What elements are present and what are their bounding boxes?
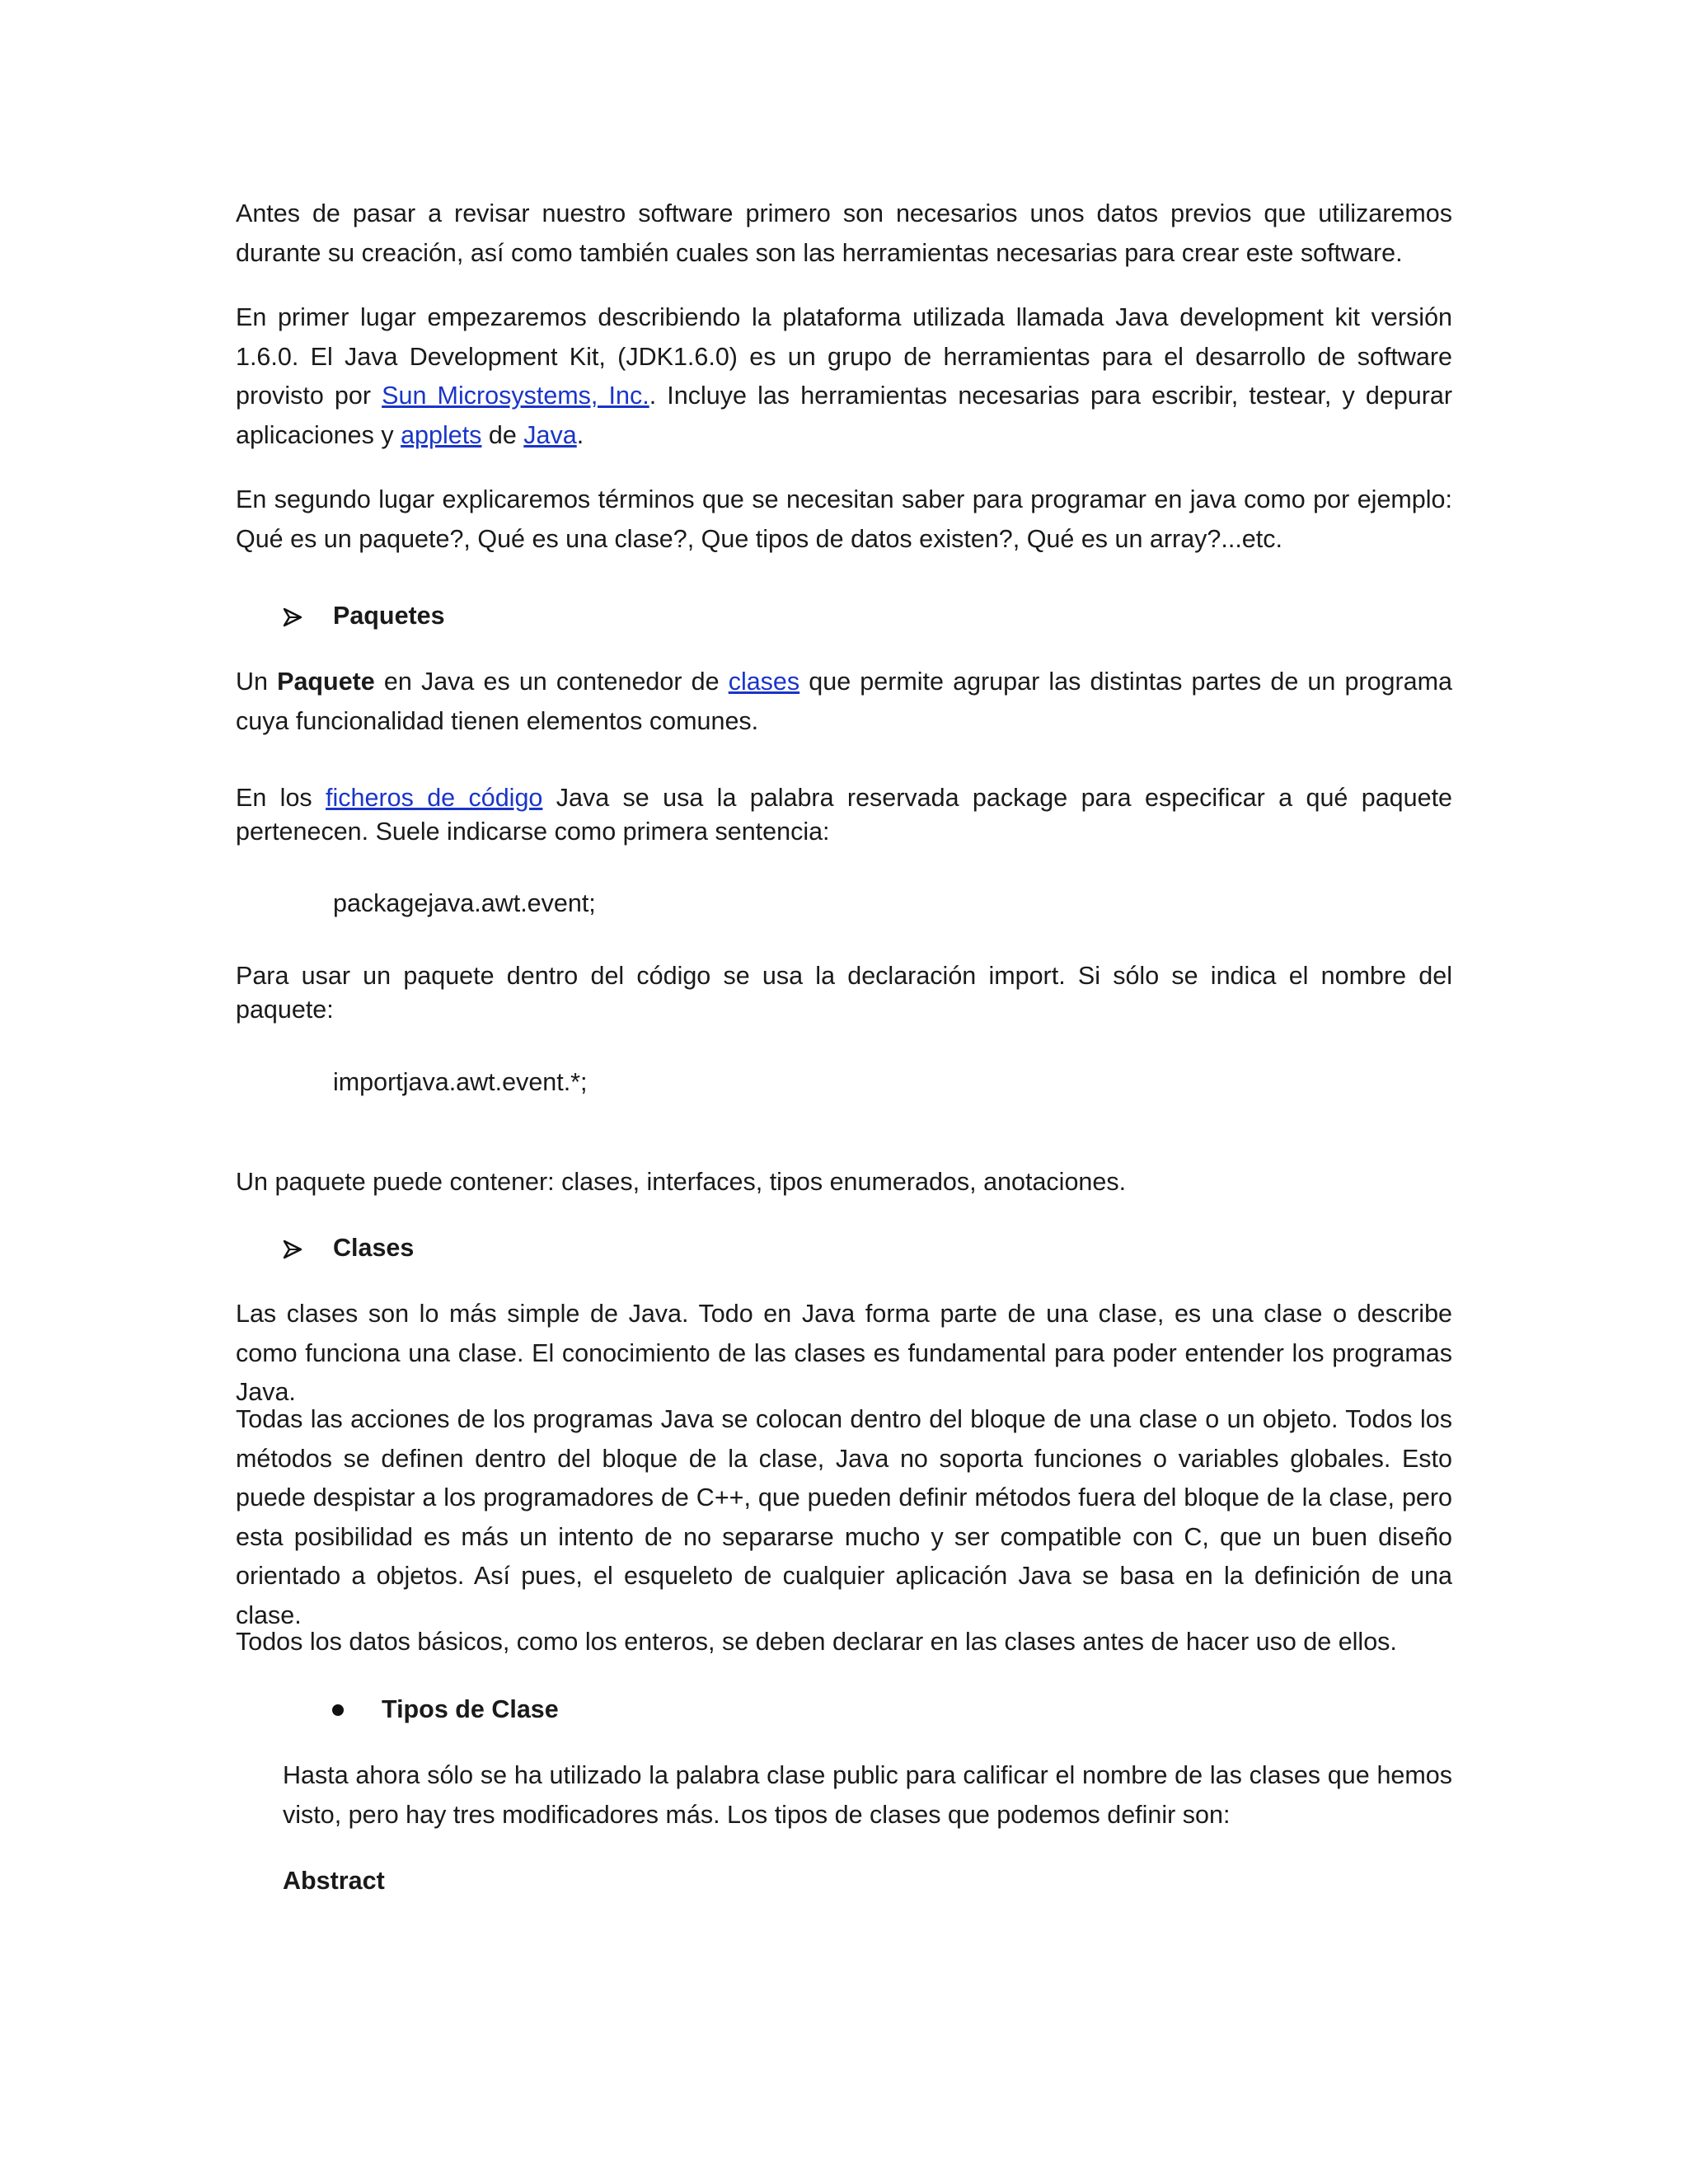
code-import-example: importjava.awt.event.*;: [333, 1068, 588, 1096]
link-clases[interactable]: clases: [728, 668, 800, 696]
paquetes-paragraph-2: [236, 781, 1452, 849]
paquetes-paragraph-3: Para usar un paquete dentro del código se usa la declaración import. Si sólo se indica el nombre del paquete:: [236, 962, 1452, 1024]
code-package-example: packagejava.awt.event;: [333, 889, 596, 917]
clases-heading-text: Clases: [333, 1234, 415, 1262]
paquetes-p2-text-a: En los: [236, 784, 326, 812]
arrow-bullet-icon: [283, 1229, 302, 1268]
link-java[interactable]: Java: [523, 420, 577, 449]
paquetes-heading-text: Paquetes: [333, 602, 445, 630]
clases-paragraph-2: Todas las acciones de los programas Java se colocan dentro del bloque de una clase o un objeto. Todos los métodos se definen dentro del bloque de la clase, Java no soporta funciones o variables globales. Esto puede despistar a los programadores de C++, que pueden definir métodos fuera del bloque de la clase, pero esta posibilidad es más un intento de no separarse mucho y ser compatible con C, que un buen diseño orientado a objetos. Así pues, el esqueleto de cualquier aplicación Java se basa en la definición de una clase.: [236, 1405, 1452, 1629]
paquete-bold-term: Paquete: [277, 668, 375, 696]
intro-paragraph-2: [236, 298, 1452, 455]
arrow-bullet-icon: [283, 597, 302, 636]
paquetes-p1-text-c: que permite agrupar las distintas partes de un programa cuya funcionalidad tienen elementos comunes.: [236, 668, 1452, 735]
paquetes-p1-text-b: en Java es un contenedor de: [374, 668, 729, 696]
tipos-de-clase-paragraph: Hasta ahora sólo se ha utilizado la palabra clase public para calificar el nombre de las clases que hemos visto, pero hay tres modificadores más. Los tipos de clases que podemos definir son:: [283, 1761, 1452, 1829]
link-ficheros-de-codigo[interactable]: ficheros de código: [326, 784, 543, 812]
paquetes-paragraph-1: [236, 663, 1452, 741]
clases-paragraph-1: Las clases son lo más simple de Java. Todo en Java forma parte de una clase, es una clase o describe como funciona una clase. El conocimiento de las clases es fundamental para poder entender los programas Java.: [236, 1300, 1452, 1406]
tipos-de-clase-heading-text: Tipos de Clase: [382, 1695, 559, 1723]
abstract-heading: Abstract: [283, 1867, 385, 1895]
intro-paragraph-1: Antes de pasar a revisar nuestro software primero son necesarios unos datos previos que utilizaremos durante su creación, así como también cuales son las herramientas necesarias para crear este software.: [236, 199, 1452, 267]
intro-p2-text-b: . Incluye las herramientas necesarias para escribir, testear, y depurar aplicaciones y: [236, 382, 1452, 449]
intro-p2-text-c: de: [481, 420, 524, 449]
intro-p2-text-a: En primer lugar empezaremos describiendo la plataforma utilizada llamada Java development kit versión 1.6.0. El Java Development Kit, (JDK1.6.0) es un grupo de herramientas para el desarrollo de software provisto por: [236, 303, 1452, 410]
intro-paragraph-3: En segundo lugar explicaremos términos que se necesitan saber para programar en java como por ejemplo: Qué es un paquete?, Qué es una clase?, Que tipos de datos existen?, Qué es un array?...etc.: [236, 485, 1452, 553]
round-bullet-icon: [332, 1704, 344, 1716]
link-applets[interactable]: applets: [401, 420, 482, 449]
paquetes-p2-text-b: Java se usa la palabra reservada package para especificar a qué paquete pertenecen. Suele indicarse como primera sentencia:: [236, 784, 1453, 846]
intro-p2-text-d: .: [576, 420, 584, 449]
paquetes-p1-text-a: Un: [236, 668, 278, 696]
link-sun-microsystems[interactable]: Sun Microsystems, Inc.: [382, 382, 649, 410]
paquetes-paragraph-4: Un paquete puede contener: clases, interfaces, tipos enumerados, anotaciones.: [236, 1168, 1127, 1196]
clases-paragraph-3: Todos los datos básicos, como los enteros, se deben declarar en las clases antes de hacer uso de ellos.: [236, 1628, 1397, 1656]
